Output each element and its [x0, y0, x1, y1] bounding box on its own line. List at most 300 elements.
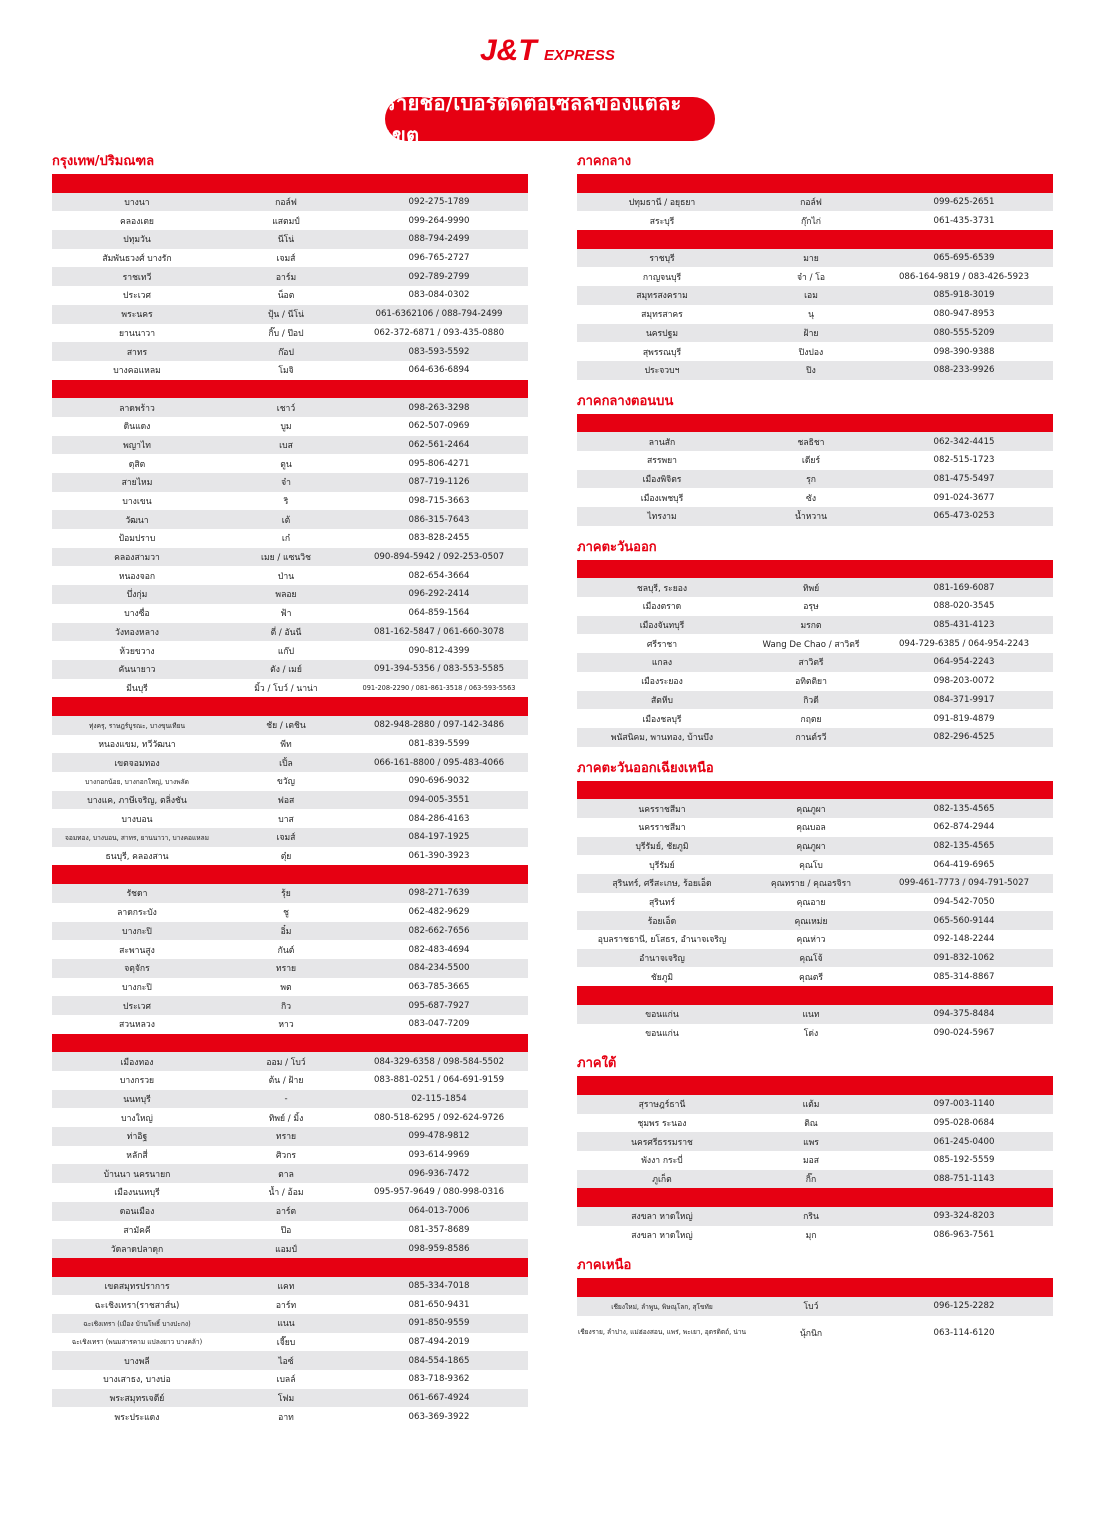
contact-row [52, 230, 528, 249]
contact-row [577, 1297, 1053, 1316]
area-cell: บางซื่อ [124, 609, 150, 620]
contact-row [52, 398, 528, 417]
area-cell: ลาดกระบัง [117, 908, 157, 919]
phone-cell: 093-614-9969 [408, 1150, 470, 1161]
area-cell: บางกอกน้อย, บางกอกใหญ่, บางพลัด [85, 777, 189, 786]
phone-cell: 083-047-7209 [408, 1019, 470, 1030]
area-cell: มีนบุรี [126, 683, 148, 694]
area-cell: ทุ่งครุ, ราษฎร์บูรณะ, บางขุนเทียน [89, 721, 185, 730]
contact-row [577, 818, 1053, 837]
phone-cell: 081-475-5497 [933, 473, 995, 484]
sales-name-cell: หาว [278, 1020, 294, 1031]
phone-cell: 064-013-7006 [408, 1206, 470, 1217]
phone-cell: 080-947-8953 [933, 309, 995, 320]
area-cell: เมืองชลบุรี [642, 714, 682, 725]
phone-cell: 064-954-2243 [933, 657, 995, 668]
sales-name-cell: โฟม [277, 1394, 295, 1405]
sales-name-cell: ฟ้า [280, 609, 292, 620]
area-cell: แกลง [651, 658, 673, 669]
contact-row [52, 1052, 528, 1071]
phone-cell: 082-662-7656 [408, 925, 470, 936]
phone-cell: 098-203-0072 [933, 676, 995, 687]
contact-row [577, 342, 1053, 361]
section-header-bar [577, 1076, 1053, 1095]
phone-cell: 086-963-7561 [933, 1230, 995, 1241]
contact-row [577, 799, 1053, 818]
contact-row [577, 488, 1053, 507]
area-cell: สาทร [126, 347, 148, 358]
phone-cell: 090-024-5967 [933, 1027, 995, 1038]
phone-cell: 061-667-4924 [408, 1393, 470, 1404]
area-cell: บางเสาธง, บางบ่อ [103, 1375, 171, 1386]
phone-cell: 084-197-1925 [408, 832, 470, 843]
sales-name-cell: น้ำ / อ้อม [268, 1188, 304, 1199]
phone-cell: 099-264-9990 [408, 215, 470, 226]
phone-cell: 090-894-5942 / 092-253-0507 [373, 552, 505, 563]
contact-row [577, 1226, 1053, 1245]
sales-name-cell: พีท [280, 739, 292, 750]
area-cell: ไทรงาม [647, 512, 677, 523]
region-spacer [577, 747, 1053, 757]
region-title: กรุงเทพ/ปริมณฑล [52, 154, 155, 169]
contact-row [52, 940, 528, 959]
area-cell: ธนบุรี, คลองสาน [105, 852, 169, 863]
sales-name-cell: แสตมป์ [272, 216, 300, 227]
contact-row [577, 893, 1053, 912]
area-cell: ภูเก็ต [652, 1174, 672, 1185]
region-spacer [577, 1244, 1053, 1254]
sales-name-cell: โบว์ [803, 1302, 819, 1313]
sales-name-cell: คุณเหม่ย [794, 916, 828, 927]
contact-row [52, 1108, 528, 1127]
sales-name-cell: คุณโจ้ [799, 954, 823, 965]
section-header-bar [577, 986, 1053, 1005]
sales-name-cell: อาร์ต [275, 1207, 297, 1218]
sales-name-cell: ศิวกร [275, 1151, 297, 1162]
sales-name-cell: ไอซ์ [278, 1356, 294, 1367]
sales-name-cell: ทราย [275, 964, 297, 975]
sales-name-cell: กิว [280, 1001, 292, 1012]
phone-cell: 084-329-6358 / 098-584-5502 [373, 1056, 505, 1067]
contact-row [577, 967, 1053, 986]
contact-row [52, 1071, 528, 1090]
contact-row [577, 1207, 1053, 1226]
phone-cell: 094-729-6385 / 064-954-2243 [898, 638, 1030, 649]
area-cell: เมืองพิจิตร [642, 474, 682, 485]
contact-row [52, 1202, 528, 1221]
area-cell: หนองแขม, ทวีวัฒนา [98, 739, 176, 750]
phone-cell: 082-948-2880 / 097-142-3486 [373, 720, 505, 731]
phone-cell: 081-650-9431 [408, 1299, 470, 1310]
phone-cell: 085-431-4123 [933, 620, 995, 631]
phone-cell: 096-125-2282 [933, 1301, 995, 1312]
phone-cell: 084-286-4163 [408, 813, 470, 824]
contact-row [577, 470, 1053, 489]
sales-name-cell: มุก [805, 1231, 817, 1242]
area-cell: ชัยภูมิ [650, 972, 674, 983]
sales-name-cell: บาส [278, 814, 294, 825]
region-title: ภาคใต้ [577, 1056, 617, 1072]
contact-row [577, 1170, 1053, 1189]
contact-row [577, 616, 1053, 635]
area-cell: พระนคร [121, 310, 153, 321]
area-cell: ชุมพร ระนอง [637, 1118, 687, 1129]
contact-row [52, 267, 528, 286]
contact-row [52, 978, 528, 997]
area-cell: ราชเทวี [122, 272, 152, 283]
contact-row [52, 903, 528, 922]
contact-row [52, 1090, 528, 1109]
section-header-bar [577, 560, 1053, 579]
contact-row [577, 1024, 1053, 1043]
area-cell: นนทบุรี [123, 1095, 151, 1106]
phone-cell: 088-794-2499 [408, 234, 470, 245]
contact-row [52, 716, 528, 735]
section-header-bar [577, 1188, 1053, 1207]
phone-cell: 061-6362106 / 088-794-2499 [375, 309, 503, 320]
phone-cell: 092-789-2799 [408, 271, 470, 282]
sales-name-cell: ตุ๋ย [280, 852, 292, 863]
area-cell: บางใหญ่ [121, 1113, 153, 1124]
contact-row [577, 324, 1053, 343]
contact-row [52, 1295, 528, 1314]
phone-cell: 091-208-2290 / 081-861-3518 / 063-593-5563 [362, 683, 516, 692]
area-cell: หนองจอก [118, 571, 156, 582]
area-cell: นครปฐม [645, 328, 679, 339]
contact-row [577, 911, 1053, 930]
area-cell: นครราชสีมา [638, 823, 686, 834]
sales-name-cell: กิวดี [803, 695, 819, 706]
phone-cell: 088-751-1143 [933, 1173, 995, 1184]
sales-name-cell: คุณอาย [796, 898, 826, 909]
phone-cell: 084-554-1865 [408, 1355, 470, 1366]
sales-name-cell: กริน [803, 1212, 819, 1223]
contact-row [52, 1277, 528, 1296]
contact-row [52, 305, 528, 324]
section-header-bar [577, 230, 1053, 249]
phone-cell: 086-164-9819 / 083-426-5923 [898, 271, 1030, 282]
phone-cell: 081-169-6087 [933, 582, 995, 593]
area-cell: ยานนาวา [118, 328, 156, 339]
area-cell: เมืองตราด [642, 602, 682, 613]
area-cell: กาญจนบุรี [642, 272, 682, 283]
area-cell: สุพรรณบุรี [642, 347, 682, 358]
phone-cell: 095-028-0684 [933, 1117, 995, 1128]
contact-row [52, 1183, 528, 1202]
area-cell: คันนายาว [118, 665, 156, 676]
contact-row [52, 641, 528, 660]
contact-row [52, 791, 528, 810]
area-cell: พังงา กระบี่ [641, 1156, 683, 1167]
sales-name-cell: แก๊ป [277, 646, 295, 657]
area-cell: ราชบุรี [649, 254, 675, 265]
contact-list [52, 1277, 528, 1427]
sales-name-cell: แอมป์ [275, 1244, 297, 1255]
contact-row [52, 548, 528, 567]
sales-name-cell: อทิตติยา [795, 677, 827, 688]
contact-row [52, 566, 528, 585]
sales-name-cell: คุณโบ [799, 860, 823, 871]
contact-row [52, 436, 528, 455]
phone-cell: 080-518-6295 / 092-624-9726 [373, 1112, 505, 1123]
phone-cell: 080-555-5209 [933, 327, 995, 338]
contact-row [577, 1132, 1053, 1151]
phone-cell: 099-478-9812 [408, 1131, 470, 1142]
contact-row [52, 809, 528, 828]
sales-name-cell: กุ๊กไก่ [801, 216, 821, 227]
area-cell: พระสมุทรเจดีย์ [109, 1394, 165, 1405]
contact-row [52, 473, 528, 492]
contact-row [52, 959, 528, 978]
area-cell: วังทองหลาง [115, 627, 159, 638]
phone-cell: 062-372-6871 / 093-435-0880 [373, 327, 505, 338]
contact-row [52, 249, 528, 268]
area-cell: บางนา [124, 198, 150, 209]
area-cell: เมืองจันทบุรี [639, 621, 685, 632]
contact-row [52, 847, 528, 866]
left-column [52, 150, 528, 1426]
area-cell: สุรินทร์, ศรีสะเกษ, ร้อยเอ็ด [612, 879, 712, 890]
phone-cell: 065-560-9144 [933, 915, 995, 926]
sales-name-cell: แพร [803, 1137, 819, 1148]
area-cell: เมืองเพชบุรี [640, 493, 684, 504]
phone-cell: 061-245-0400 [933, 1136, 995, 1147]
sales-name-cell: เบส [279, 440, 293, 451]
contact-row [52, 1370, 528, 1389]
sales-name-cell: ฟอส [277, 796, 295, 807]
phone-cell: 061-435-3731 [933, 215, 995, 226]
sales-name-cell: เดียร์ [801, 456, 821, 467]
phone-cell: 094-375-8484 [933, 1009, 995, 1020]
sales-name-cell: โมจิ [278, 366, 294, 377]
phone-cell: 081-162-5847 / 061-660-3078 [373, 626, 505, 637]
sales-name-cell: คุณตรี [799, 972, 823, 983]
area-cell: ท่าอิฐ [126, 1132, 148, 1143]
sales-name-cell: นีโน่ [277, 235, 295, 246]
phone-cell: 062-874-2944 [933, 822, 995, 833]
sales-name-cell: มาย [803, 254, 819, 265]
area-cell: สายไหม [121, 478, 153, 489]
phone-cell: 088-020-3545 [933, 601, 995, 612]
area-cell: เขตจอมทอง [114, 758, 160, 769]
region-title: ภาคเหนือ [577, 1258, 632, 1274]
sales-name-cell: เจมส์ [276, 833, 296, 844]
contact-list [577, 193, 1053, 230]
area-cell: สามัคคี [123, 1225, 151, 1236]
phone-cell: 091-819-4879 [933, 713, 995, 724]
phone-cell: 093-324-8203 [933, 1211, 995, 1222]
sales-name-cell: มอส [802, 1156, 820, 1167]
sales-name-cell: คุณภูผา [796, 841, 826, 852]
area-cell: บางคอแหลม [113, 366, 161, 377]
section-header-bar [52, 1258, 528, 1277]
contact-row [577, 1114, 1053, 1133]
phone-cell: 081-839-5599 [408, 738, 470, 749]
contact-row [577, 709, 1053, 728]
sales-name-cell: เบลล์ [276, 1375, 296, 1386]
sales-name-cell: ตูน [280, 459, 292, 470]
phone-cell: 083-828-2455 [408, 533, 470, 544]
contact-row [577, 578, 1053, 597]
contact-row [52, 510, 528, 529]
area-cell: สัตหีบ [651, 695, 673, 706]
phone-cell: 062-507-0969 [408, 421, 470, 432]
phone-cell: 092-148-2244 [933, 934, 995, 945]
contact-list [577, 1095, 1053, 1188]
sales-name-cell: ปิงปอง [798, 347, 824, 358]
region-title: ภาคกลางตอนบน [577, 393, 674, 409]
sales-name-cell: ก๊อป [278, 347, 294, 358]
phone-cell: 087-719-1126 [408, 477, 470, 488]
section-header-bar [52, 380, 528, 399]
phone-cell: 094-005-3551 [408, 795, 470, 806]
area-cell: จอมทอง, บางบอน, สาทร, ยานนาวา, บางคอแหลม [65, 833, 209, 842]
contact-row [577, 507, 1053, 526]
logo-express: EXPRESS [544, 47, 615, 64]
sales-name-cell: กฤตย [800, 714, 822, 725]
phone-cell: 096-936-7472 [408, 1168, 470, 1179]
sales-name-cell: มรกต [800, 621, 822, 632]
phone-cell: 091-394-5356 / 083-553-5585 [373, 664, 505, 675]
jt-express-logo [480, 30, 625, 70]
area-cell: พญาไท [123, 440, 151, 451]
area-cell: บ้านนา นครนายก [103, 1169, 171, 1180]
sales-name-cell: ตี่ / อันนี [270, 627, 302, 638]
phone-cell: 063-114-6120 [933, 1327, 995, 1338]
phone-cell: 099-625-2651 [933, 197, 995, 208]
contact-row [577, 211, 1053, 230]
phone-cell: 091-850-9559 [408, 1318, 470, 1329]
area-cell: เขตสมุทรปราการ [104, 1281, 170, 1292]
phone-cell: 081-357-8689 [408, 1224, 470, 1235]
area-cell: บางกะปิ [122, 926, 152, 937]
sales-name-cell: ป๊อ [280, 1225, 292, 1236]
area-cell: บางบอน [121, 814, 153, 825]
contact-row [52, 454, 528, 473]
sales-name-cell: กานต์รวี [795, 733, 827, 744]
contact-row [577, 1316, 1053, 1350]
sales-name-cell: กอล์ฟ [275, 198, 297, 209]
phone-cell: 098-271-7639 [408, 888, 470, 899]
section-header-bar [577, 414, 1053, 433]
area-cell: คลองสามวา [114, 553, 160, 564]
sales-name-cell: ชู [283, 908, 289, 919]
contact-row [577, 1151, 1053, 1170]
phone-cell: 098-390-9388 [933, 346, 995, 357]
sales-name-cell: เจี๊ยบ [276, 1337, 296, 1348]
contact-row [577, 249, 1053, 268]
sales-name-cell: คุณภูผา [796, 804, 826, 815]
sales-name-cell: อาร์ท [275, 1300, 297, 1311]
sales-name-cell: ปิง [806, 366, 816, 377]
phone-cell: 082-296-4525 [933, 732, 995, 743]
area-cell: รัชดา [126, 889, 148, 900]
contact-row [52, 1164, 528, 1183]
area-cell: เมืองระยอง [641, 677, 683, 688]
area-cell: คลองเตย [120, 216, 154, 227]
phone-cell: 085-314-8867 [933, 971, 995, 982]
sales-name-cell: ขวัญ [276, 777, 296, 788]
phone-cell: 083-718-9362 [408, 1374, 470, 1385]
contact-row [52, 679, 528, 698]
phone-cell: 065-695-6539 [933, 253, 995, 264]
contact-list [52, 193, 528, 380]
contact-list [577, 432, 1053, 525]
phone-cell: 066-161-8800 / 095-483-4066 [373, 757, 505, 768]
contact-row [577, 930, 1053, 949]
area-cell: บึ่งกุ่ม [126, 590, 148, 601]
region-spacer [577, 1042, 1053, 1052]
contact-row [577, 672, 1053, 691]
area-cell: ขอนแก่น [645, 1028, 679, 1039]
sales-name-cell: แนท [802, 1010, 820, 1021]
contact-row [52, 1351, 528, 1370]
contact-list [52, 884, 528, 1034]
contact-row [52, 1146, 528, 1165]
area-cell: เมืองนนทบุรี [114, 1188, 160, 1199]
sales-name-cell: ชลธิชา [797, 437, 825, 448]
sales-name-cell: พลอย [275, 590, 297, 601]
contact-row [52, 1389, 528, 1408]
sales-name-cell: เปิ้ล [279, 758, 293, 769]
section-header-bar [52, 697, 528, 716]
phone-cell: 062-561-2464 [408, 439, 470, 450]
contact-row [52, 1333, 528, 1352]
phone-cell: 065-473-0253 [933, 511, 995, 522]
sales-name-cell: ทิพย์ [802, 583, 820, 594]
contact-row [52, 417, 528, 436]
sales-name-cell: กอล์ฟ [800, 198, 822, 209]
contact-row [577, 653, 1053, 672]
area-cell: ประเวศ [123, 291, 151, 302]
sales-name-cell: กันต์ [277, 945, 295, 956]
area-cell: ปทุมธานี / อยุธยา [628, 198, 696, 209]
phone-cell: 098-959-8586 [408, 1243, 470, 1254]
area-cell: บางเขน [122, 497, 152, 508]
phone-cell: 096-765-2727 [408, 253, 470, 264]
area-cell: ฉะเชิงเทรา (พนมสารคาม แปลงยาว บางคล้า) [71, 1338, 203, 1347]
phone-cell: 064-419-6965 [933, 859, 995, 870]
contact-row [577, 361, 1053, 380]
contact-list [52, 398, 528, 697]
contact-row [52, 735, 528, 754]
sales-name-cell: เอม [804, 291, 818, 302]
sales-name-cell: ตาล [278, 1169, 294, 1180]
phone-cell: 095-687-7927 [408, 1000, 470, 1011]
contact-row [52, 286, 528, 305]
contact-row [52, 884, 528, 903]
area-cell: บางแค, ภาษีเจริญ, ตลิ่งชัน [87, 796, 187, 807]
contact-row [577, 286, 1053, 305]
contact-row [52, 1407, 528, 1426]
phone-cell: 091-024-3677 [933, 492, 995, 503]
sales-name-cell: ต้น / ฝ้าย [268, 1076, 304, 1087]
area-cell: ชลบุรี, ระยอง [636, 583, 688, 594]
area-cell: ห้วยขวาง [119, 646, 155, 657]
area-cell: นครราชสีมา [638, 804, 686, 815]
phone-cell: 087-494-2019 [408, 1336, 470, 1347]
area-cell: เชียงราย, ลำปาง, แม่ฮ่องสอน, แพร่, พะเยา, อุตรดิตถ์, น่าน [577, 1328, 747, 1337]
area-cell: บางพลี [124, 1356, 150, 1367]
phone-cell: 083-084-0302 [408, 290, 470, 301]
contact-row [52, 585, 528, 604]
area-cell: วัฒนา [125, 515, 149, 526]
area-cell: ปทุมวัน [123, 235, 151, 246]
contact-list [577, 1005, 1053, 1042]
contact-row [52, 1221, 528, 1240]
contact-row [52, 1127, 528, 1146]
sales-name-cell: คุณห่าว [796, 935, 826, 946]
